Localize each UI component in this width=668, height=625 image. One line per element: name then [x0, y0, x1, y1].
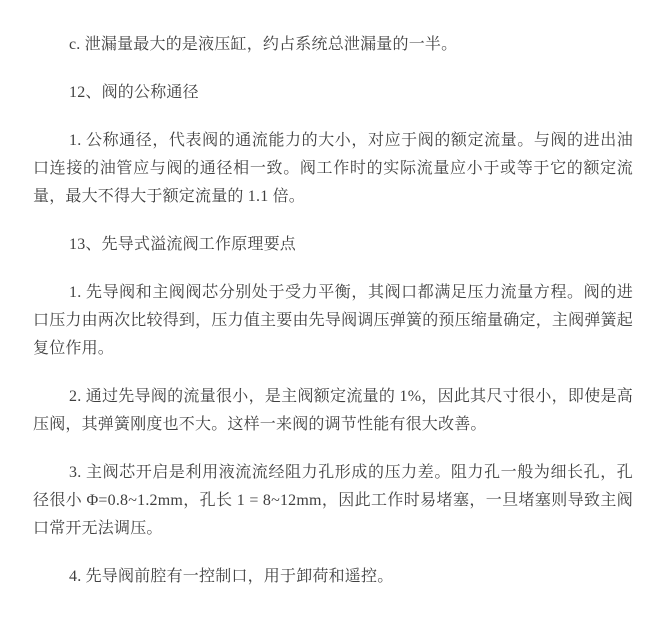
paragraph-point-3-orifice: 3. 主阀芯开启是利用液流流经阻力孔形成的压力差。阻力孔一般为细长孔，孔径很小 Φ=0.8~1.2mm，孔长 1 = 8~12mm，因此工作时易堵塞，一旦堵塞则导致主阀口常开无法调压。 [33, 464, 633, 537]
heading-section-13-pilot-relief-valve: 13、先导式溢流阀工作原理要点 [69, 236, 297, 253]
paragraph-point-4-control-port: 4. 先导阀前腔有一控制口，用于卸荷和遥控。 [69, 568, 394, 585]
paragraph-leakage-note: c. 泄漏量最大的是液压缸，约占系统总泄漏量的一半。 [69, 36, 458, 53]
paragraph-point-2-pilot-flow: 2. 通过先导阀的流量很小，是主阀额定流量的 1%，因此其尺寸很小，即使是高压阀，其弹簧刚度也不大。这样一来阀的调节性能有很大改善。 [33, 388, 633, 433]
heading-section-12-nominal-diameter: 12、阀的公称通径 [69, 84, 199, 101]
paragraph-point-1-force-balance: 1. 先导阀和主阀阀芯分别处于受力平衡，其阀口都满足压力流量方程。阀的进口压力由两次比较得到，压力值主要由先导阀调压弹簧的预压缩量确定，主阀弹簧起复位作用。 [33, 284, 633, 357]
paragraph-nominal-diameter-detail: 1. 公称通径，代表阀的通流能力的大小，对应于阀的额定流量。与阀的进出油口连接的油管应与阀的通径相一致。阀工作时的实际流量应小于或等于它的额定流量，最大不得大于额定流量的 1.1 倍。 [33, 132, 633, 205]
